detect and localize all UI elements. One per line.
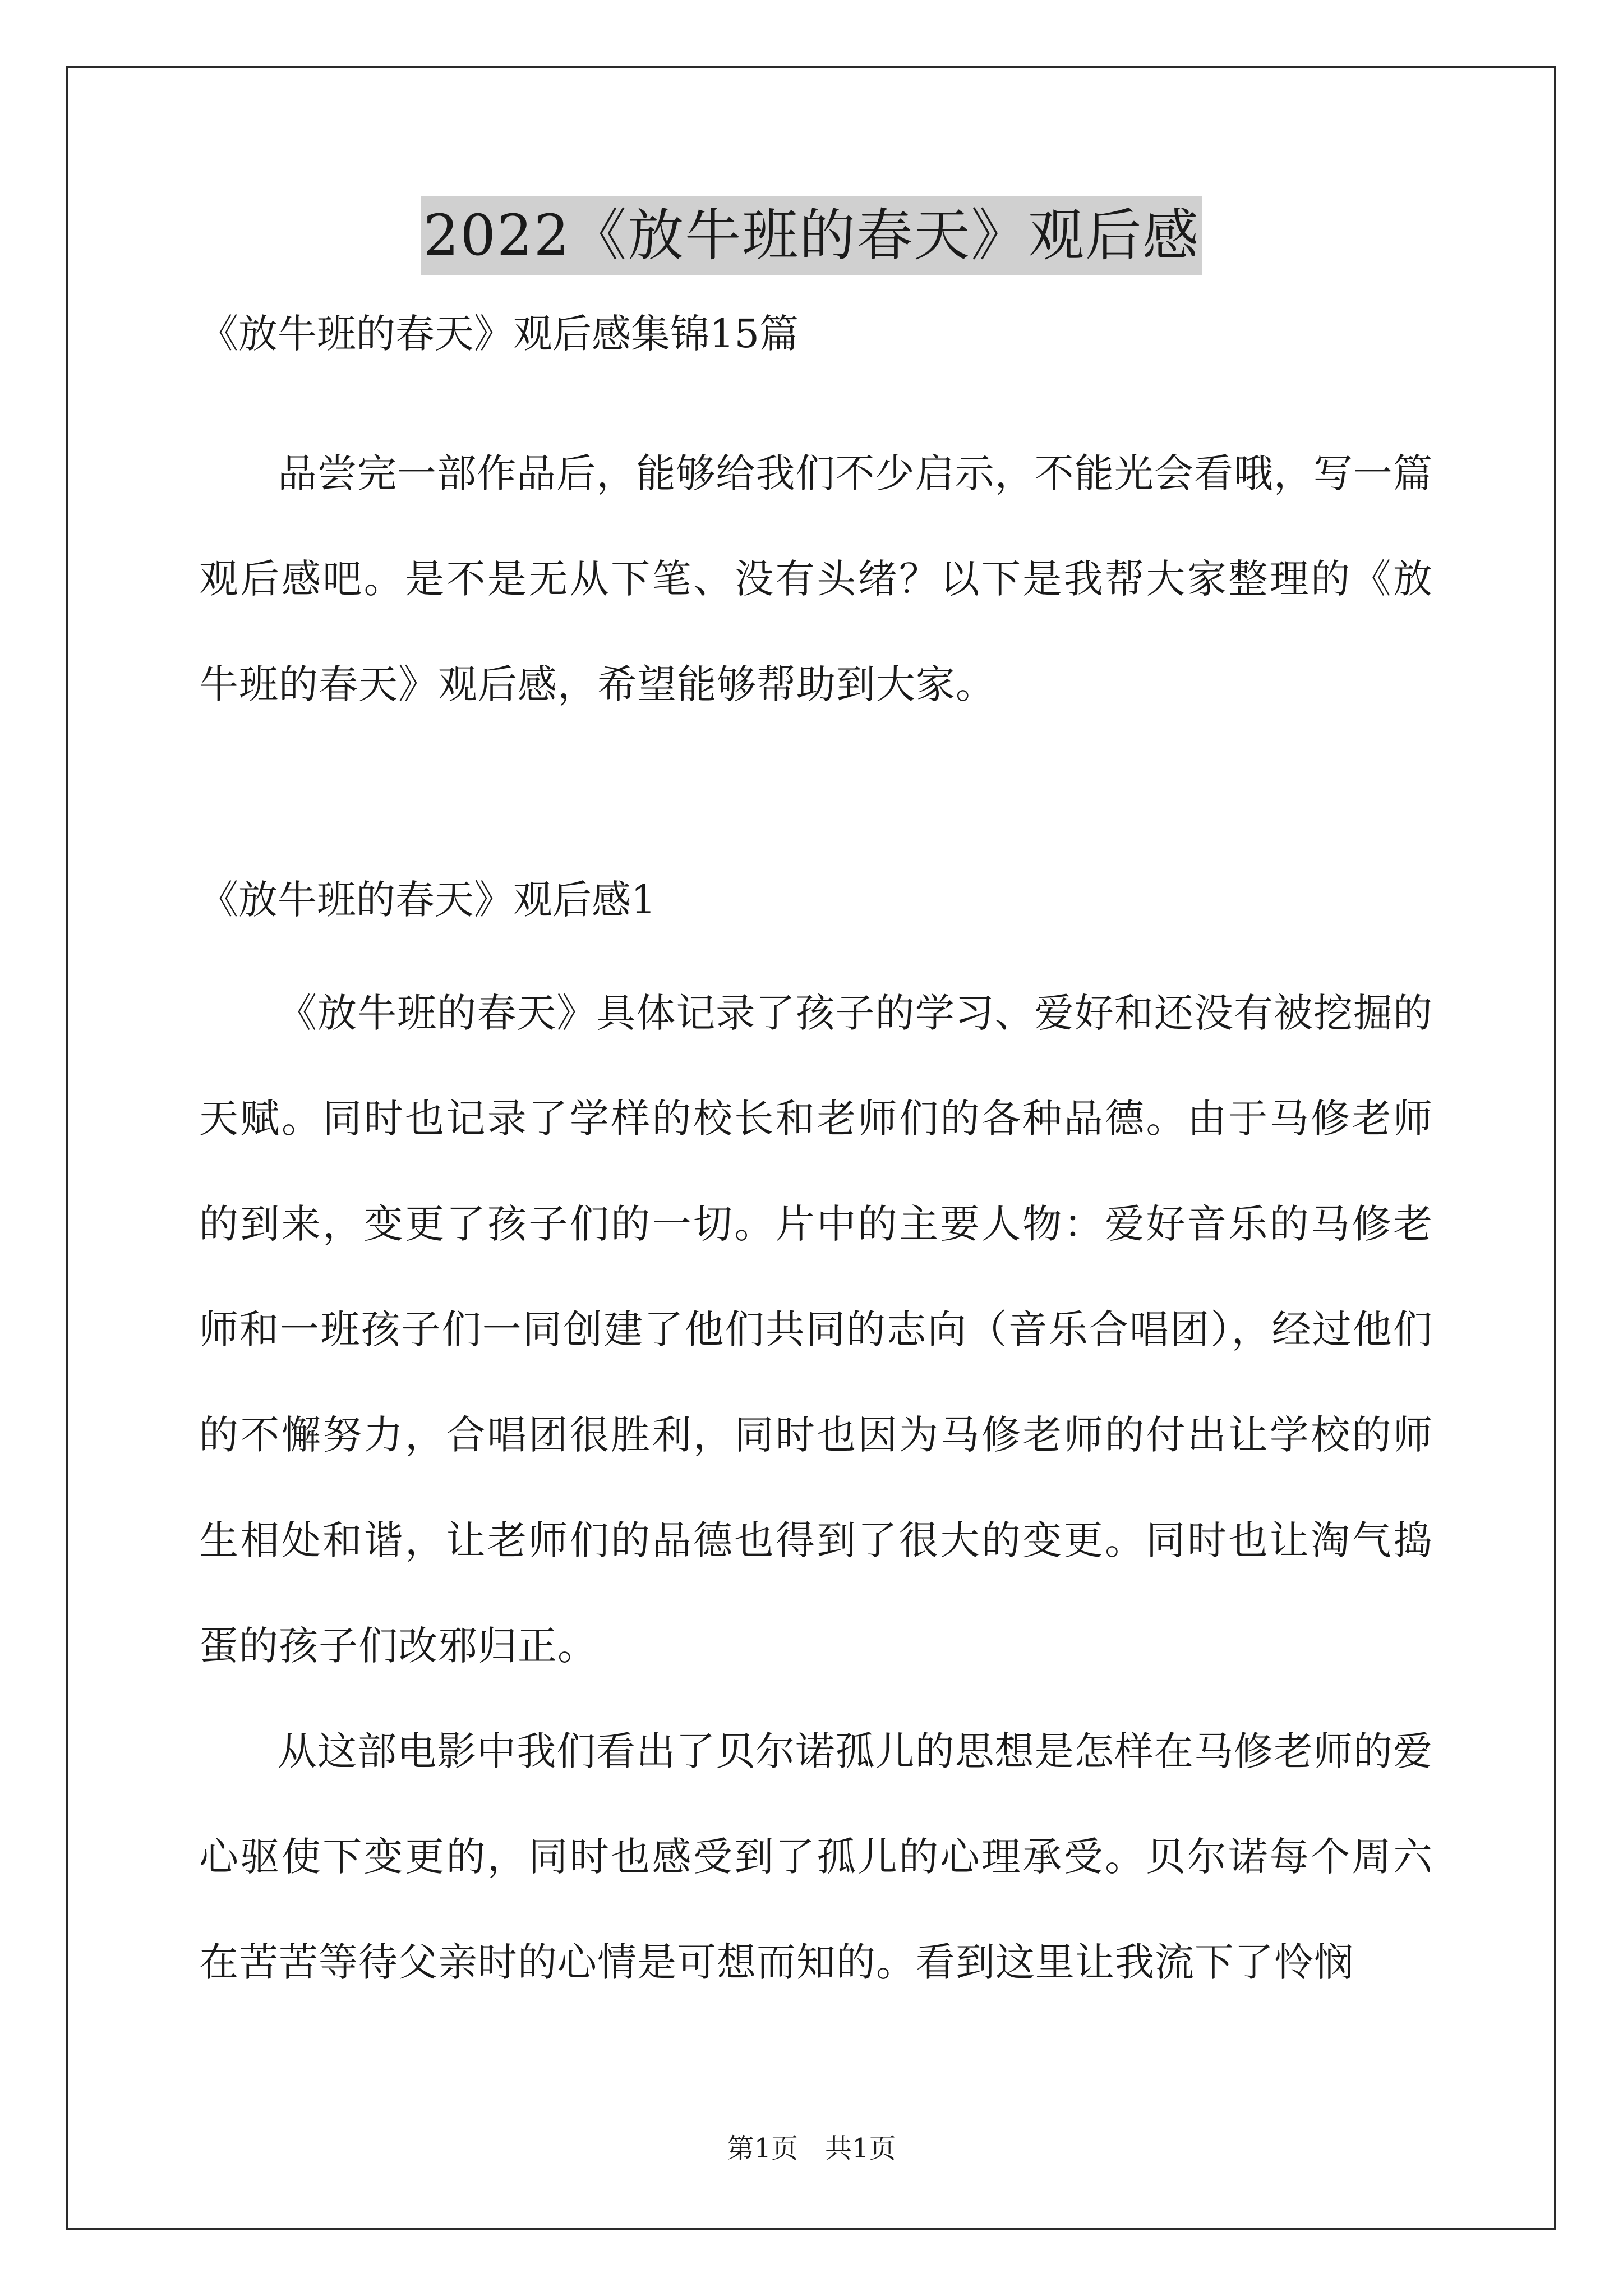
- title-container: [0, 196, 1623, 275]
- spacer: [199, 362, 1433, 421]
- intro-paragraph: 品尝完一部作品后，能够给我们不少启示，不能光会看哦，写一篇观后感吧。是不是无从下笔、没有头绪？以下是我帮大家整理的《放牛班的春天》观后感，希望能够帮助到大家。: [199, 450, 1433, 707]
- spacer: [199, 737, 1433, 872]
- spacer: [199, 928, 1433, 960]
- collection-heading: 《放牛班的春天》观后感集锦15篇: [199, 311, 799, 357]
- section-heading: 《放牛班的春天》观后感1: [199, 877, 656, 923]
- body-paragraph: 从这部电影中我们看出了贝尔诺孤儿的思想是怎样在马修老师的爱心驱使下变更的，同时也感受到了孤儿的心理承受。贝尔诺每个周六在苦苦等待父亲时的心情是可想而知的。看到这里让我流下了怜悯: [199, 1728, 1433, 1985]
- document-title: 2022《放牛班的春天》观后感: [421, 196, 1202, 275]
- page-footer: 第1页 共1页: [727, 2133, 896, 2164]
- body-paragraph: 《放牛班的春天》具体记录了孩子的学习、爱好和还没有被挖掘的天赋。同时也记录了学样的校长和老师们的各种品德。由于马修老师的到来，变更了孩子们的一切。片中的主要人物：爱好音乐的马修老师和一班孩子们一同创建了他们共同的志向（音乐合唱团），经过他们的不懈努力，合唱团很胜利，同时也因为马修老师的付出让学校的师生相处和谐，让老师们的品德也得到了很大的变更。同时也让淘气捣蛋的孩子们改邪归正。: [199, 990, 1433, 1669]
- document-body: [199, 306, 1433, 2015]
